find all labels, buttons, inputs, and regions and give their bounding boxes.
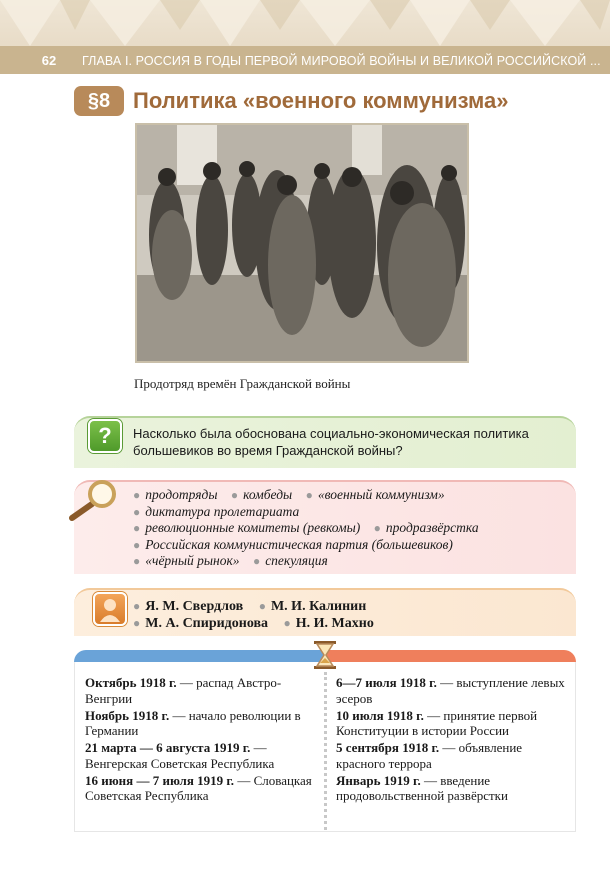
keyword: комбеды — [243, 487, 293, 502]
keywords-line: ● продотряды ● комбеды ● «военный коммунизм» — [133, 487, 445, 502]
timeline-divider — [324, 672, 327, 830]
timeline-entry: 21 марта — 6 августа 1919 г. — Венгерская Советская Республика — [85, 740, 275, 771]
magnifier-icon — [68, 478, 124, 522]
keywords-line: ● революционные комитеты (ревкомы) ● продразвёрстка — [133, 520, 479, 536]
person-icon — [93, 592, 127, 626]
page-number: 62 — [41, 53, 57, 68]
question-text: Насколько была обоснована социально-экономическая политика большевиков во время Гражданской войны? — [133, 426, 529, 458]
person-name: Я. М. Свердлов — [145, 599, 244, 614]
timeline-world-events — [85, 675, 317, 805]
keyword: революционные комитеты (ревкомы) — [145, 520, 361, 536]
question-mark-icon: ? — [88, 419, 122, 453]
photo-caption: Продотряд времён Гражданской войны — [134, 376, 351, 391]
section-title: Политика «военного коммунизма» — [133, 88, 509, 113]
keywords-line: ● диктатура пролетариата — [133, 503, 300, 519]
timeline-entry: Октябрь 1918 г. — распад Австро-Венгрии — [85, 675, 282, 706]
hourglass-icon — [313, 640, 337, 670]
timeline-entry: Ноябрь 1918 г. — начало революции в Германии — [85, 707, 301, 738]
timeline-entry: 16 июня — 7 июля 1919 г. — Словацкая Советская Республика — [85, 772, 312, 803]
people-list — [133, 598, 573, 632]
keyword: диктатура пролетариата — [145, 503, 300, 519]
person-name: М. И. Калинин — [270, 599, 367, 614]
keyword: спекуляция — [265, 553, 328, 569]
keyword: «чёрный рынок» — [145, 553, 240, 569]
person-name: М. А. Спиридонова — [145, 616, 269, 631]
timeline-russia-header — [325, 650, 576, 662]
historical-photo — [135, 123, 469, 363]
keyword: Российская коммунистическая партия (большевиков) — [145, 536, 453, 552]
timeline-entry: 6—7 июля 1918 г. — выступление левых эсеров — [336, 675, 565, 706]
timeline-russia-events — [336, 675, 568, 805]
section-number-badge: §8 — [74, 86, 124, 116]
keyword: «военный коммунизм» — [317, 487, 445, 502]
keywords-list — [133, 487, 573, 570]
people-line: ● М. А. Спиридонова ● Н. И. Махно — [133, 616, 374, 631]
timeline-entry: 10 июля 1918 г. — принятие первой Конституции в истории России — [336, 707, 538, 738]
keyword: продразвёрстка — [385, 520, 479, 536]
people-line: ● Я. М. Свердлов ● М. И. Калинин — [133, 599, 367, 614]
timeline-entry: Январь 1919 г. — введение продовольственной развёрстки — [336, 772, 508, 803]
keywords-line: ● «чёрный рынок» ● спекуляция — [133, 553, 328, 569]
timeline-entry: 5 сентября 1918 г. — объявление красного террора — [336, 740, 523, 771]
keywords-line: ● Российская коммунистическая партия (большевиков) — [133, 536, 453, 552]
timeline-world-header — [74, 650, 325, 662]
keyword: продотряды — [145, 487, 218, 502]
person-name: Н. И. Махно — [295, 616, 374, 631]
chapter-title: ГЛАВА I. РОССИЯ В ГОДЫ ПЕРВОЙ МИРОВОЙ ВОЙНЫ И ВЕЛИКОЙ РОССИЙСКОЙ ... — [82, 54, 601, 68]
